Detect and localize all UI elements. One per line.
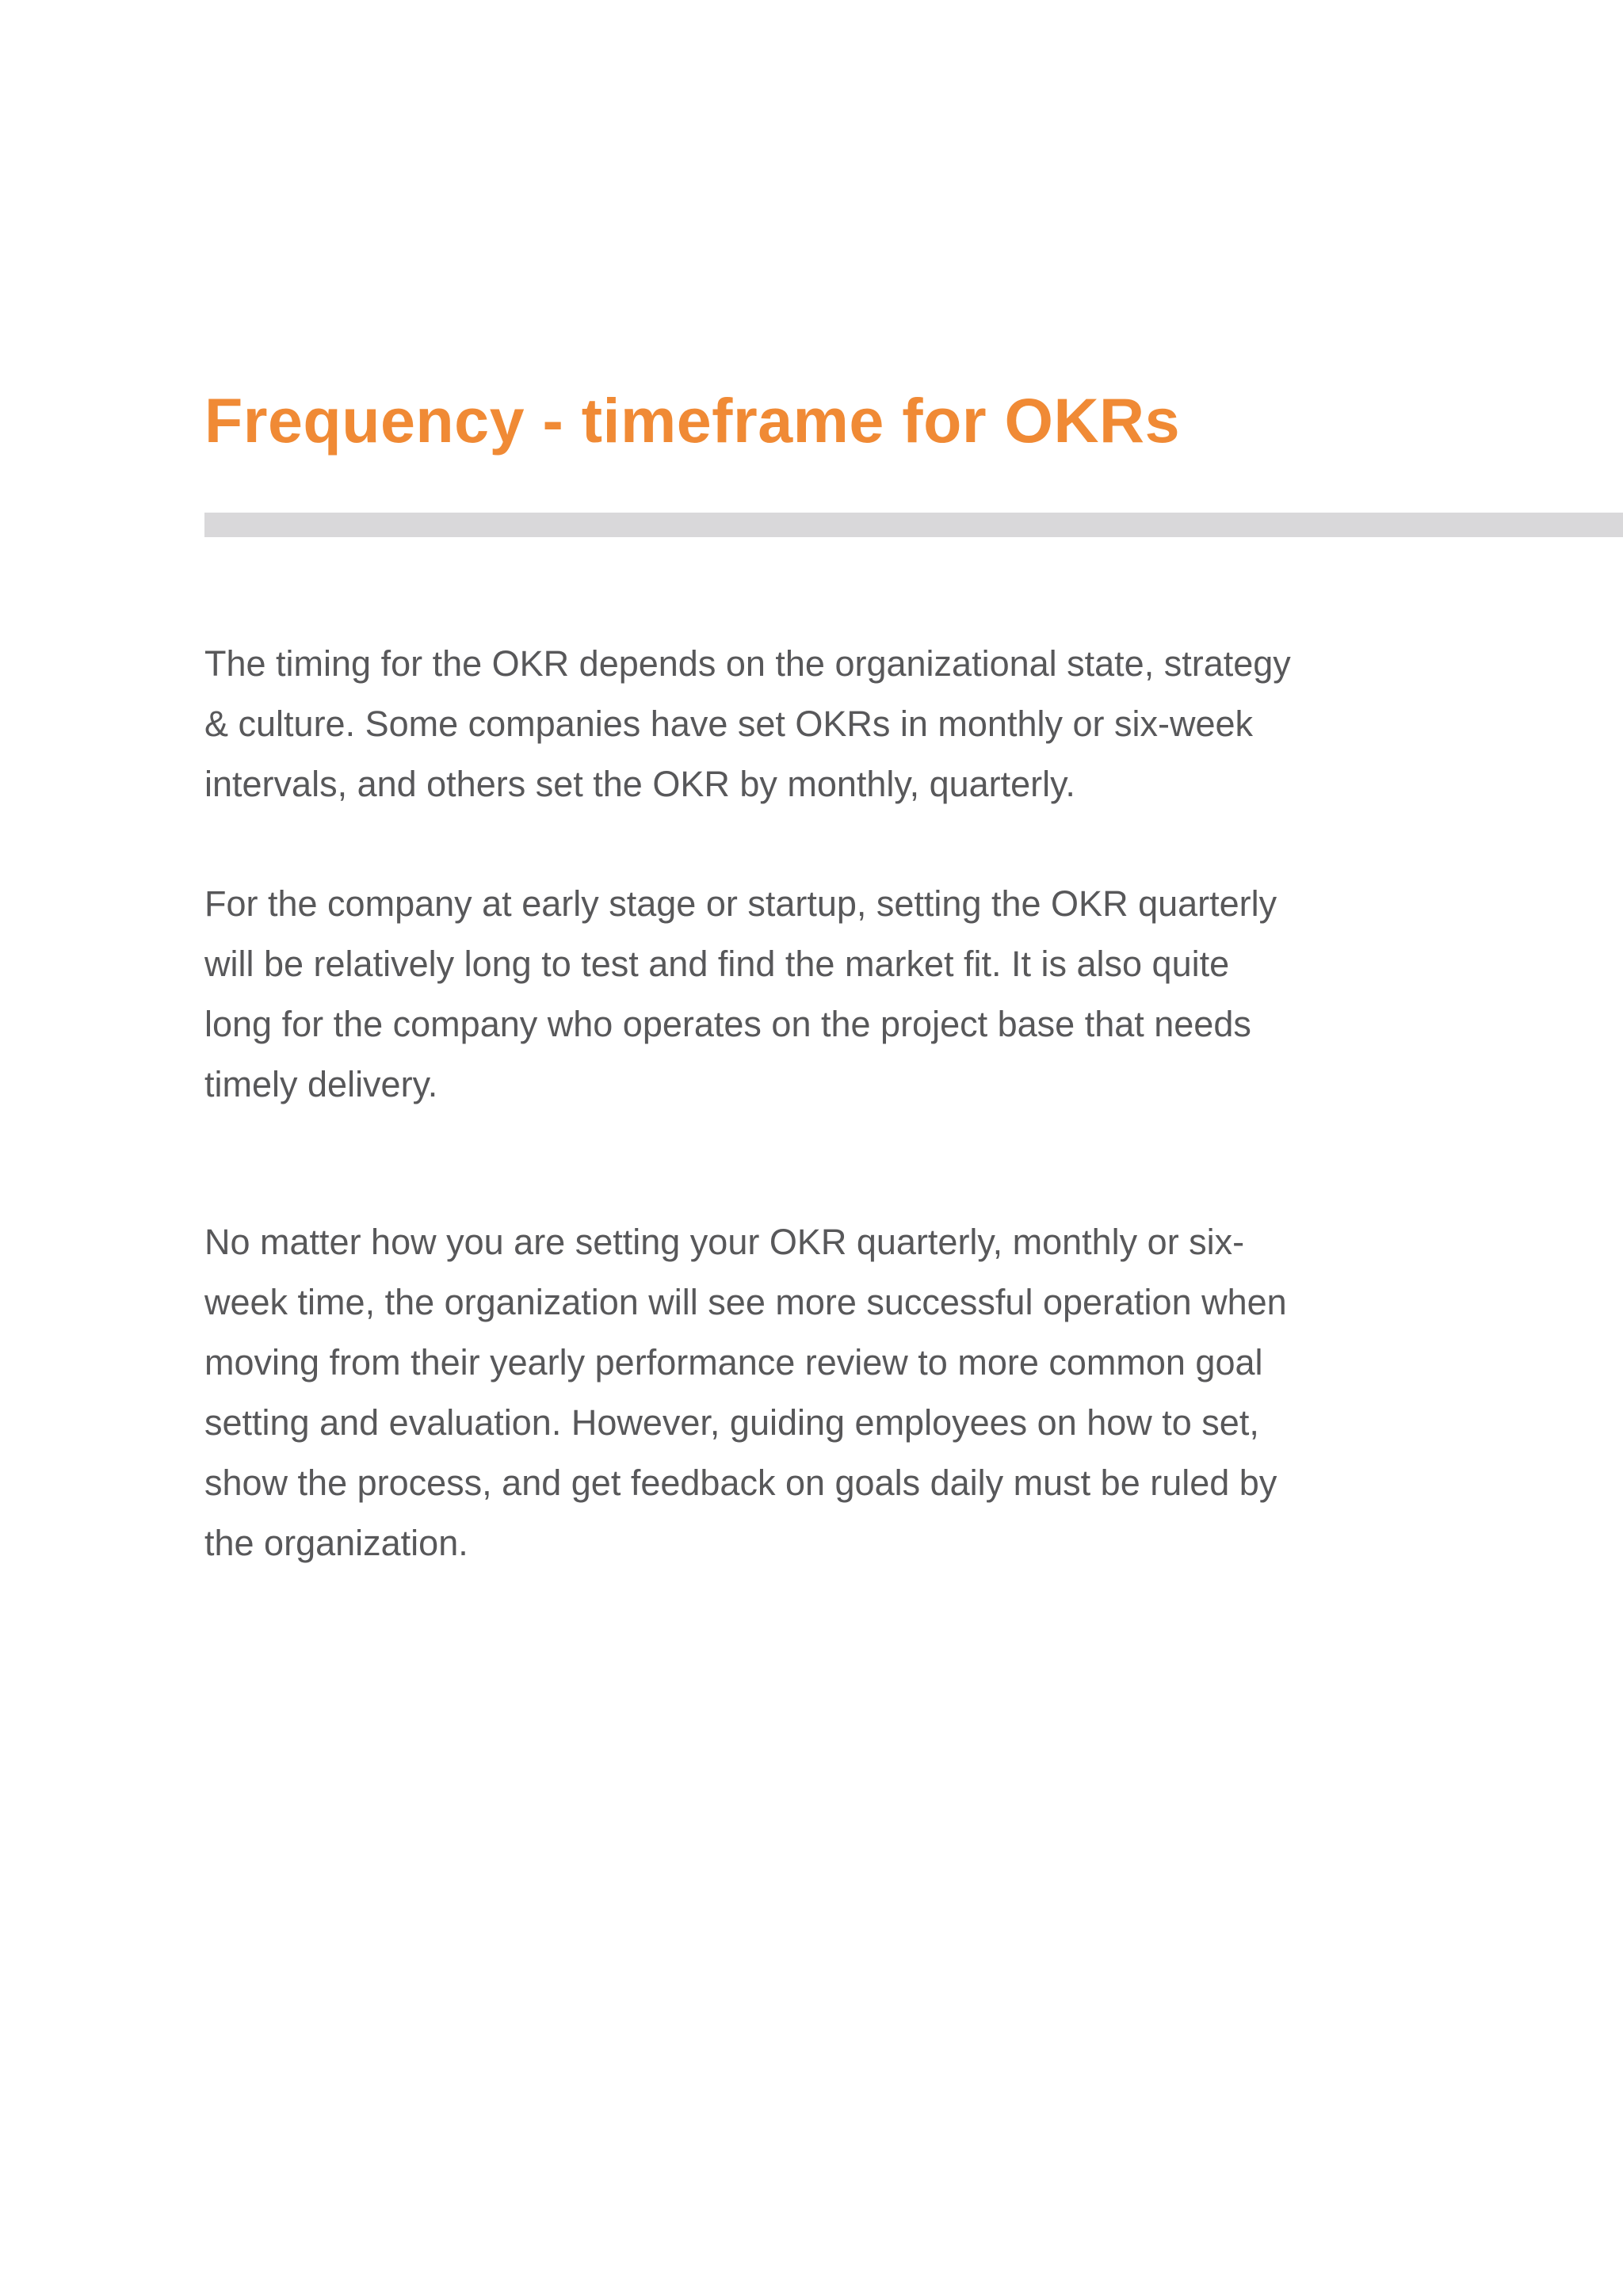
paragraph-startup: For the company at early stage or startup, setting the OKR quarterly will be relatively long to test and find the market fit. It is also quite long for the company who operates on the project base that needs timely delivery. (204, 883, 1277, 1104)
page-title: Frequency - timeframe for OKRs (204, 385, 1181, 456)
paragraph-timing: The timing for the OKR depends on the organizational state, strategy & culture. Some companies have set OKRs in monthly or six-week intervals, and others set the OKR by monthly, quarterly. (204, 643, 1291, 804)
paragraph-conclusion: No matter how you are setting your OKR quarterly, monthly or six- week time, the organization will see more successful operation when moving from their yearly performance review to more common goal setting and evaluation. However, guiding employees on how to set, show the process, and get feedback on goals daily must be ruled by the organization. (204, 1222, 1287, 1563)
title-divider (204, 513, 1623, 537)
